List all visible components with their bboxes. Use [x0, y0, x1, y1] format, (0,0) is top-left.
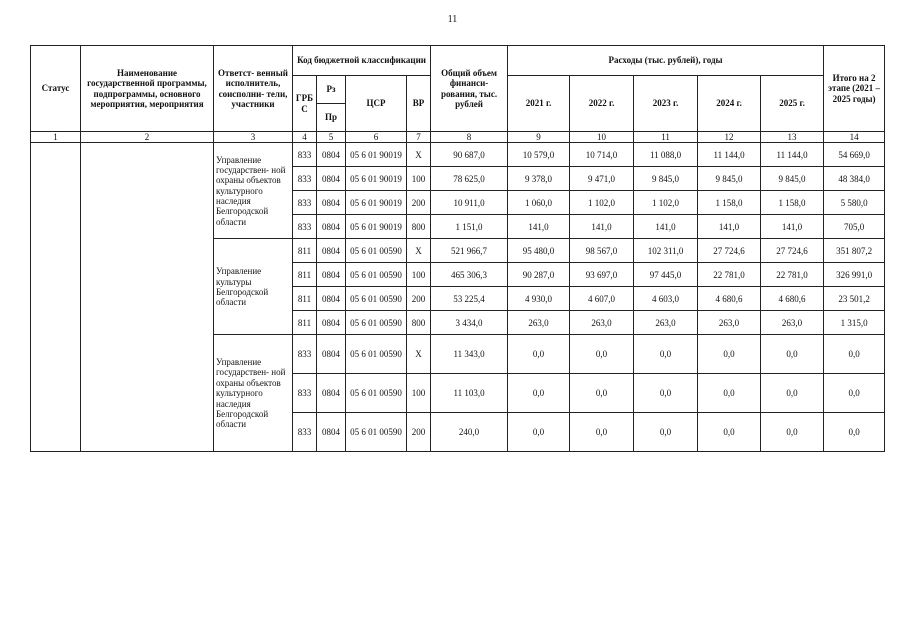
expense-2023-cell: 102 311,0	[634, 239, 698, 263]
expense-2024-cell: 263,0	[698, 311, 761, 335]
column-number: 3	[214, 132, 293, 143]
total-stage-cell: 326 991,0	[824, 263, 885, 287]
total-volume-cell: 10 911,0	[431, 191, 508, 215]
grbs-cell: 833	[293, 143, 317, 167]
expense-2021-cell: 0,0	[508, 335, 570, 374]
total-stage-cell: 0,0	[824, 335, 885, 374]
total-stage-cell: 351 807,2	[824, 239, 885, 263]
expense-2025-cell: 11 144,0	[761, 143, 824, 167]
expense-2023-cell: 97 445,0	[634, 263, 698, 287]
grbs-cell: 833	[293, 167, 317, 191]
expense-2021-cell: 141,0	[508, 215, 570, 239]
csr-cell: 05 6 01 00590	[346, 413, 407, 452]
total-volume-cell: 521 966,7	[431, 239, 508, 263]
expense-2025-cell: 4 680,6	[761, 287, 824, 311]
expense-2021-cell: 1 060,0	[508, 191, 570, 215]
rz-pr-cell: 0804	[317, 287, 346, 311]
expense-2024-cell: 4 680,6	[698, 287, 761, 311]
csr-cell: 05 6 01 00590	[346, 263, 407, 287]
expense-2021-cell: 9 378,0	[508, 167, 570, 191]
expense-2024-cell: 11 144,0	[698, 143, 761, 167]
csr-cell: 05 6 01 00590	[346, 239, 407, 263]
column-number: 5	[317, 132, 346, 143]
column-number: 7	[407, 132, 431, 143]
vr-cell: 100	[407, 374, 431, 413]
grbs-cell: 811	[293, 311, 317, 335]
grbs-cell: 833	[293, 335, 317, 374]
vr-cell: 800	[407, 311, 431, 335]
header-year-2021: 2021 г.	[508, 76, 570, 132]
status-cell	[31, 143, 81, 452]
expense-2023-cell: 0,0	[634, 374, 698, 413]
vr-cell: 200	[407, 191, 431, 215]
expense-2023-cell: 263,0	[634, 311, 698, 335]
expense-2022-cell: 10 714,0	[570, 143, 634, 167]
expense-2021-cell: 0,0	[508, 413, 570, 452]
grbs-cell: 811	[293, 287, 317, 311]
csr-cell: 05 6 01 00590	[346, 287, 407, 311]
column-number: 14	[824, 132, 885, 143]
header-status: Статус	[31, 46, 81, 132]
expense-2021-cell: 90 287,0	[508, 263, 570, 287]
expense-2022-cell: 9 471,0	[570, 167, 634, 191]
table-body	[31, 143, 885, 452]
budget-table	[30, 45, 885, 452]
grbs-cell: 833	[293, 215, 317, 239]
vr-cell: Х	[407, 335, 431, 374]
csr-cell: 05 6 01 00590	[346, 335, 407, 374]
page-number: 11	[447, 14, 458, 25]
rz-pr-cell: 0804	[317, 335, 346, 374]
expense-2023-cell: 9 845,0	[634, 167, 698, 191]
total-stage-cell: 48 384,0	[824, 167, 885, 191]
vr-cell: Х	[407, 239, 431, 263]
expense-2025-cell: 9 845,0	[761, 167, 824, 191]
responsible-cell: Управление государствен- ной охраны объектов культурного наследия Белгородской области	[214, 335, 293, 452]
rz-pr-cell: 0804	[317, 191, 346, 215]
rz-pr-cell: 0804	[317, 311, 346, 335]
expense-2025-cell: 0,0	[761, 413, 824, 452]
total-volume-cell: 3 434,0	[431, 311, 508, 335]
expense-2024-cell: 0,0	[698, 335, 761, 374]
expense-2025-cell: 263,0	[761, 311, 824, 335]
expense-2024-cell: 0,0	[698, 374, 761, 413]
csr-cell: 05 6 01 90019	[346, 215, 407, 239]
rz-pr-cell: 0804	[317, 215, 346, 239]
name-cell	[81, 143, 214, 452]
column-number: 9	[508, 132, 570, 143]
expense-2023-cell: 11 088,0	[634, 143, 698, 167]
expense-2024-cell: 141,0	[698, 215, 761, 239]
expense-2022-cell: 1 102,0	[570, 191, 634, 215]
total-stage-cell: 0,0	[824, 413, 885, 452]
total-stage-cell: 23 501,2	[824, 287, 885, 311]
rz-pr-cell: 0804	[317, 263, 346, 287]
header-total-volume: Общий объем финанси- рования, тыс. рублей	[431, 46, 508, 132]
total-volume-cell: 1 151,0	[431, 215, 508, 239]
total-stage-cell: 5 580,0	[824, 191, 885, 215]
responsible-cell: Управление государствен- ной охраны объектов культурного наследия Белгородской области	[214, 143, 293, 239]
total-stage-cell: 54 669,0	[824, 143, 885, 167]
header-name: Наименование государственной программы, подпрограммы, основного мероприятия, мероприятия	[81, 46, 214, 132]
header-responsible: Ответст- венный исполнитель, соисполни- тели, участники	[214, 46, 293, 132]
expense-2024-cell: 1 158,0	[698, 191, 761, 215]
expense-2023-cell: 4 603,0	[634, 287, 698, 311]
grbs-cell: 811	[293, 239, 317, 263]
header-expenses: Расходы (тыс. рублей), годы	[508, 46, 824, 76]
csr-cell: 05 6 01 90019	[346, 143, 407, 167]
rz-pr-cell: 0804	[317, 167, 346, 191]
total-volume-cell: 11 343,0	[431, 335, 508, 374]
header-grbs: ГРБ С	[293, 76, 317, 132]
csr-cell: 05 6 01 90019	[346, 191, 407, 215]
header-rz: Рз	[317, 76, 346, 104]
expense-2021-cell: 95 480,0	[508, 239, 570, 263]
header-year-2025: 2025 г.	[761, 76, 824, 132]
expense-2023-cell: 0,0	[634, 413, 698, 452]
expense-2023-cell: 141,0	[634, 215, 698, 239]
expense-2024-cell: 9 845,0	[698, 167, 761, 191]
header-vr: ВР	[407, 76, 431, 132]
grbs-cell: 833	[293, 413, 317, 452]
vr-cell: Х	[407, 143, 431, 167]
header-year-2023: 2023 г.	[634, 76, 698, 132]
table-row	[31, 143, 885, 167]
grbs-cell: 811	[293, 263, 317, 287]
header-year-2022: 2022 г.	[570, 76, 634, 132]
header-csr: ЦСР	[346, 76, 407, 132]
expense-2024-cell: 22 781,0	[698, 263, 761, 287]
header-year-2024: 2024 г.	[698, 76, 761, 132]
column-number: 12	[698, 132, 761, 143]
column-number: 1	[31, 132, 81, 143]
csr-cell: 05 6 01 00590	[346, 311, 407, 335]
expense-2023-cell: 0,0	[634, 335, 698, 374]
expense-2024-cell: 0,0	[698, 413, 761, 452]
total-volume-cell: 53 225,4	[431, 287, 508, 311]
column-number-row	[31, 132, 885, 143]
expense-2025-cell: 1 158,0	[761, 191, 824, 215]
column-number: 4	[293, 132, 317, 143]
header-budget-code: Код бюджетной классификации	[293, 46, 431, 76]
expense-2022-cell: 93 697,0	[570, 263, 634, 287]
vr-cell: 200	[407, 413, 431, 452]
responsible-cell: Управление культуры Белгородской области	[214, 239, 293, 335]
column-number: 13	[761, 132, 824, 143]
total-volume-cell: 78 625,0	[431, 167, 508, 191]
expense-2022-cell: 263,0	[570, 311, 634, 335]
column-number: 10	[570, 132, 634, 143]
expense-2024-cell: 27 724,6	[698, 239, 761, 263]
expense-2022-cell: 0,0	[570, 374, 634, 413]
expense-2022-cell: 98 567,0	[570, 239, 634, 263]
total-volume-cell: 90 687,0	[431, 143, 508, 167]
total-stage-cell: 0,0	[824, 374, 885, 413]
expense-2021-cell: 4 930,0	[508, 287, 570, 311]
csr-cell: 05 6 01 90019	[346, 167, 407, 191]
expense-2021-cell: 263,0	[508, 311, 570, 335]
total-volume-cell: 11 103,0	[431, 374, 508, 413]
expense-2021-cell: 0,0	[508, 374, 570, 413]
rz-pr-cell: 0804	[317, 143, 346, 167]
total-volume-cell: 465 306,3	[431, 263, 508, 287]
column-number: 8	[431, 132, 508, 143]
grbs-cell: 833	[293, 191, 317, 215]
expense-2025-cell: 22 781,0	[761, 263, 824, 287]
header-pr: Пр	[317, 104, 346, 132]
header-total-stage: Итого на 2 этапе (2021 – 2025 годы)	[824, 46, 885, 132]
csr-cell: 05 6 01 00590	[346, 374, 407, 413]
expense-2025-cell: 0,0	[761, 374, 824, 413]
vr-cell: 200	[407, 287, 431, 311]
total-stage-cell: 705,0	[824, 215, 885, 239]
expense-2025-cell: 0,0	[761, 335, 824, 374]
expense-2022-cell: 0,0	[570, 335, 634, 374]
vr-cell: 100	[407, 167, 431, 191]
expense-2022-cell: 0,0	[570, 413, 634, 452]
rz-pr-cell: 0804	[317, 239, 346, 263]
expense-2021-cell: 10 579,0	[508, 143, 570, 167]
expense-2025-cell: 27 724,6	[761, 239, 824, 263]
column-number: 6	[346, 132, 407, 143]
expense-2022-cell: 4 607,0	[570, 287, 634, 311]
expense-2022-cell: 141,0	[570, 215, 634, 239]
rz-pr-cell: 0804	[317, 374, 346, 413]
column-number: 11	[634, 132, 698, 143]
rz-pr-cell: 0804	[317, 413, 346, 452]
vr-cell: 100	[407, 263, 431, 287]
vr-cell: 800	[407, 215, 431, 239]
grbs-cell: 833	[293, 374, 317, 413]
expense-2025-cell: 141,0	[761, 215, 824, 239]
total-stage-cell: 1 315,0	[824, 311, 885, 335]
column-number: 2	[81, 132, 214, 143]
expense-2023-cell: 1 102,0	[634, 191, 698, 215]
total-volume-cell: 240,0	[431, 413, 508, 452]
